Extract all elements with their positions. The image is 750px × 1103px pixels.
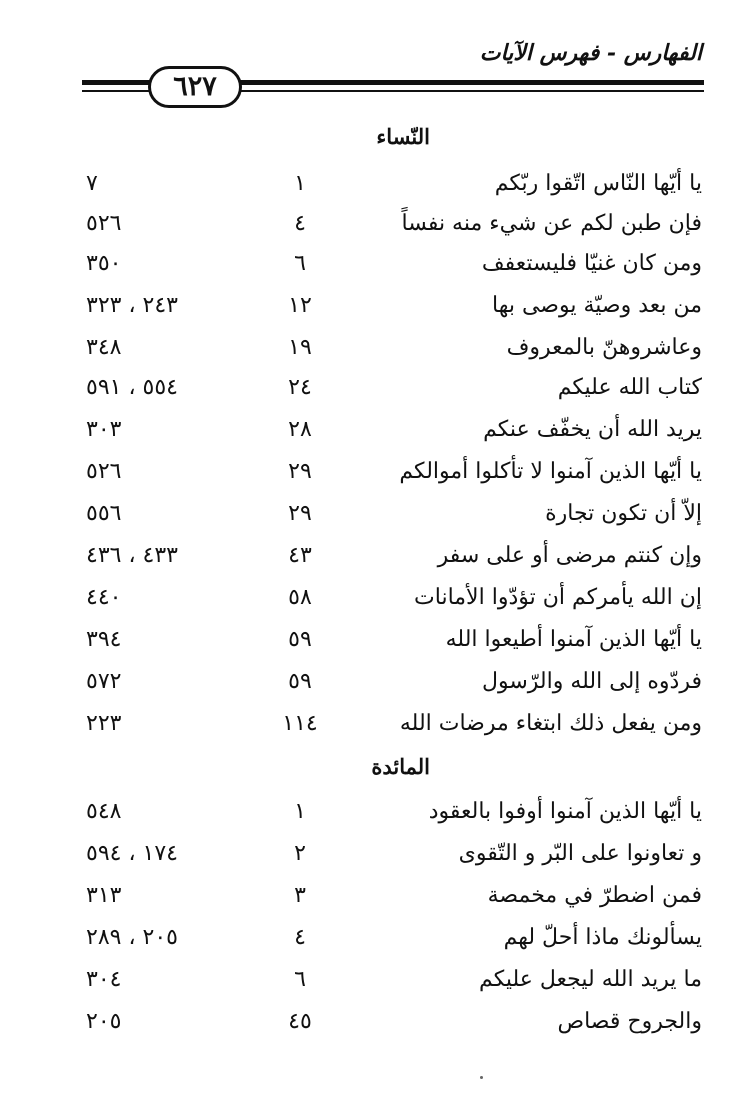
page-references: ٥٧٢ [86, 669, 122, 694]
verse-text: ما يريد الله ليجعل عليكم [479, 967, 702, 992]
verse-number: ٢٩ [288, 501, 312, 526]
verse-text: يا أيّها الذين آمنوا لا تأكلوا أموالكم [399, 459, 702, 484]
section-title: المائدة [371, 754, 430, 779]
index-row [0, 708, 750, 748]
verse-text: يريد الله أن يخفّف عنكم [483, 417, 702, 442]
verse-number: ٣ [294, 883, 306, 908]
index-row [0, 1006, 750, 1046]
print-speck [480, 1076, 483, 1079]
page-references: ٥٥٤ ، ٥٩١ [86, 375, 178, 400]
verse-text: وعاشروهنّ بالمعروف [506, 335, 702, 360]
page-references: ٣٠٤ [86, 967, 122, 992]
verse-number: ٤٣ [288, 543, 312, 568]
page-references: ٣٤٨ [86, 335, 122, 360]
verse-text: من بعد وصيّة يوصى بها [492, 293, 702, 318]
index-row [0, 582, 750, 622]
page-references: ٢٢٣ [86, 711, 122, 736]
page-references: ٥٥٦ [86, 501, 122, 526]
page-number-badge: ٦٢٧ [148, 66, 242, 108]
verse-number: ٦ [294, 251, 306, 276]
verse-text: فإن طبن لكم عن شيء منه نفساً [401, 211, 702, 236]
page-references: ٧ [86, 171, 98, 196]
page-references: ٤٣٣ ، ٤٣٦ [86, 543, 178, 568]
verse-number: ٦ [294, 967, 306, 992]
page-references: ٥٢٦ [86, 459, 122, 484]
index-row [0, 248, 750, 288]
verse-text: إلاّ أن تكون تجارة [545, 501, 702, 526]
verse-number: ٥٨ [288, 585, 312, 610]
verse-number: ١٩ [288, 335, 312, 360]
verse-text: ومن كان غنيّا فليستعفف [481, 251, 702, 276]
index-row [0, 208, 750, 248]
index-row [0, 414, 750, 454]
page-references: ٢٠٥ [86, 1009, 122, 1034]
page-references: ٣١٣ [86, 883, 122, 908]
page-references: ٥٤٨ [86, 799, 122, 824]
verse-number: ١٢ [288, 293, 312, 318]
index-row [0, 838, 750, 878]
index-row [0, 540, 750, 580]
page-references: ٢٤٣ ، ٣٢٣ [86, 293, 178, 318]
verse-text: فردّوه إلى الله والرّسول [482, 669, 702, 694]
verse-number: ٤ [294, 925, 306, 950]
index-row [0, 456, 750, 496]
index-row [0, 372, 750, 412]
section-title: النّساء [376, 124, 430, 149]
verse-number: ٤٥ [288, 1009, 312, 1034]
verse-text: و تعاونوا على البّر و التّقوى [458, 841, 702, 866]
verse-text: وإن كنتم مرضى أو على سفر [437, 543, 702, 568]
verse-text: والجروح قصاص [557, 1009, 702, 1034]
index-row [0, 290, 750, 330]
index-row [0, 964, 750, 1004]
verse-text: كتاب الله عليكم [557, 375, 702, 400]
verse-text: يسألونك ماذا أحلّ لهم [503, 925, 702, 950]
header-title: الفهارس - فهرس الآيات [479, 40, 702, 66]
verse-number: ٢٤ [288, 375, 312, 400]
verse-number: ٢ [294, 841, 306, 866]
verse-text: يا أيّها الذين آمنوا أطيعوا الله [445, 627, 702, 652]
verse-number: ٤ [294, 211, 306, 236]
verse-number: ١١٤ [282, 711, 318, 736]
index-row [0, 796, 750, 836]
index-row [0, 168, 750, 208]
index-row [0, 332, 750, 372]
page-references: ٤٤٠ [86, 585, 122, 610]
verse-text: يا أيّها النّاس اتّقوا ربّكم [494, 171, 702, 196]
verse-text: إن الله يأمركم أن تؤدّوا الأمانات [414, 585, 702, 610]
page-references: ٥٢٦ [86, 211, 122, 236]
verse-number: ٥٩ [288, 627, 312, 652]
index-row [0, 922, 750, 962]
verse-number: ٥٩ [288, 669, 312, 694]
verse-text: ومن يفعل ذلك ابتغاء مرضات الله [399, 711, 702, 736]
page-references: ٣٥٠ [86, 251, 122, 276]
verse-number: ٢٨ [288, 417, 312, 442]
page-references: ١٧٤ ، ٥٩٤ [86, 841, 178, 866]
page-references: ٢٠٥ ، ٢٨٩ [86, 925, 178, 950]
verse-number: ١ [294, 799, 306, 824]
index-row [0, 498, 750, 538]
page-references: ٣٠٣ [86, 417, 122, 442]
index-row [0, 624, 750, 664]
index-row [0, 880, 750, 920]
verse-number: ٢٩ [288, 459, 312, 484]
page-references: ٣٩٤ [86, 627, 122, 652]
verse-text: فمن اضطرّ في مخمصة [487, 883, 702, 908]
verse-text: يا أيّها الذين آمنوا أوفوا بالعقود [428, 799, 702, 824]
index-row [0, 666, 750, 706]
verse-number: ١ [294, 171, 306, 196]
